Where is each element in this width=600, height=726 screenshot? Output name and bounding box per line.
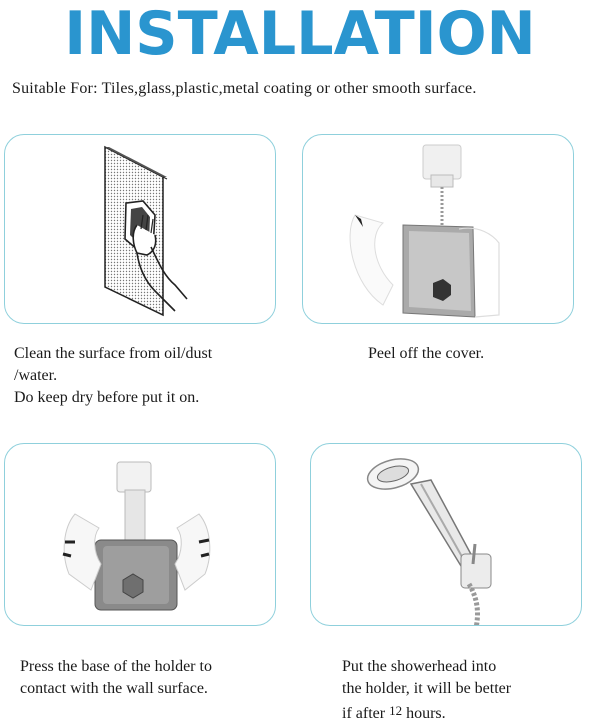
step-4-line-2: the holder, it will be better	[342, 680, 512, 697]
hand-wiping-surface-illustration	[5, 135, 276, 324]
page-title: INSTALLATION	[64, 0, 536, 69]
step-4-line-1: Put the showerhead into	[342, 658, 497, 675]
step-4-line-3	[342, 700, 511, 725]
step-2-caption	[368, 343, 484, 365]
step-1-line-1: Clean the surface from oil/dust	[14, 345, 213, 362]
peel-cover-illustration	[303, 135, 574, 324]
step-3-line-2: contact with the wall surface.	[20, 680, 208, 697]
step-1-caption	[14, 343, 212, 409]
step-1-line-2: /water.	[14, 367, 58, 384]
step-3-image-panel	[4, 443, 276, 626]
step-1-image-panel	[4, 134, 276, 324]
step-3-line-1: Press the base of the holder to	[20, 658, 212, 675]
step-1-line-3: Do keep dry before put it on.	[14, 389, 200, 406]
hours-number: 12	[389, 703, 403, 718]
step-4-line-3-suffix: hours.	[402, 705, 446, 722]
press-holder-base-illustration	[5, 444, 276, 626]
step-2-image-panel	[302, 134, 574, 324]
step-4-caption	[342, 656, 511, 725]
suitable-surfaces-text: Suitable For: Tiles,glass,plastic,metal coating or other smooth surface.	[12, 80, 477, 97]
showerhead-in-holder-illustration	[311, 444, 582, 626]
step-3-caption	[20, 656, 212, 700]
step-2-line-1: Peel off the cover.	[368, 345, 485, 362]
step-4-image-panel	[310, 443, 582, 626]
step-4-line-3-prefix: if after	[342, 705, 390, 722]
